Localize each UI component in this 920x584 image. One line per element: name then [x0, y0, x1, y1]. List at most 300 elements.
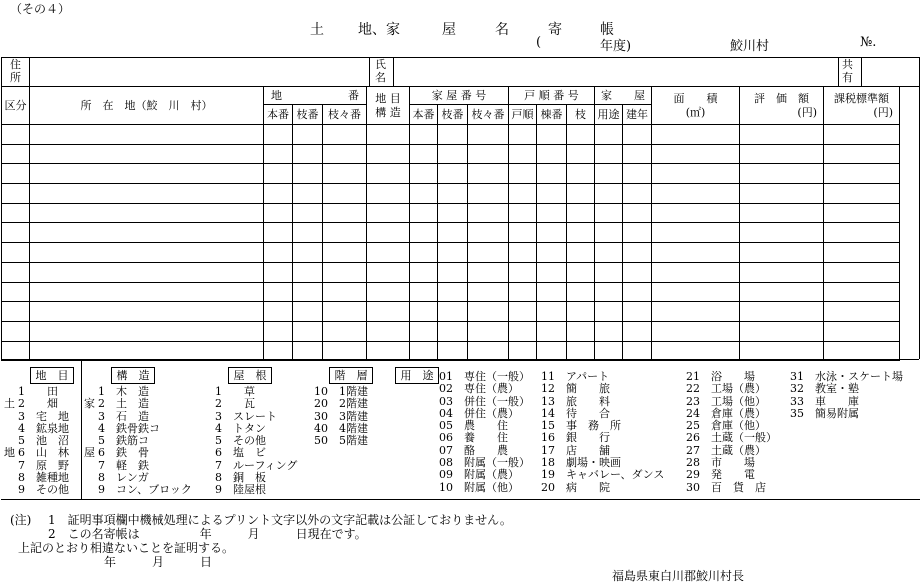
- legend-kozo-item: 5 鉄筋コ: [98, 434, 149, 448]
- table-cell[interactable]: [567, 203, 595, 223]
- table-cell[interactable]: [410, 302, 438, 322]
- legend-yoto-item: 28 市 場: [686, 456, 755, 470]
- table-cell[interactable]: [30, 125, 264, 145]
- table-cell[interactable]: [567, 144, 595, 164]
- table-cell[interactable]: [595, 125, 623, 145]
- table-cell[interactable]: [367, 184, 410, 204]
- table-cell[interactable]: [30, 223, 264, 243]
- table-cell[interactable]: [740, 262, 824, 282]
- table-cell[interactable]: [30, 144, 264, 164]
- table-cell[interactable]: [30, 164, 264, 184]
- table-cell[interactable]: [468, 243, 509, 263]
- table-cell[interactable]: [740, 243, 824, 263]
- table-cell[interactable]: [264, 282, 293, 302]
- table-cell[interactable]: [367, 302, 410, 322]
- table-cell[interactable]: [264, 125, 293, 145]
- year-open: (: [536, 35, 542, 50]
- table-cell[interactable]: [595, 223, 623, 243]
- legend-yoto-item: 24 倉庫（農）: [686, 406, 766, 420]
- village-name: 鮫川村: [730, 39, 770, 54]
- table-cell[interactable]: [740, 164, 824, 184]
- title-char-5: 寄: [548, 22, 562, 38]
- col-menseki: 面 積 (㎡): [652, 87, 740, 125]
- legend-yoto-item: 10 附属（他）: [439, 480, 519, 494]
- table-cell[interactable]: [293, 341, 323, 361]
- table-cell[interactable]: [567, 223, 595, 243]
- table-cell[interactable]: [367, 125, 410, 145]
- table-row: [2, 223, 900, 243]
- legend-kozo-item: 7 軽 鉄: [98, 458, 149, 472]
- legend-chimoku-side-1: 土: [4, 397, 15, 410]
- title-char-4: 名: [495, 22, 509, 38]
- table-cell[interactable]: [2, 282, 30, 302]
- legend-yoto-title: 用 途: [395, 367, 439, 384]
- table-cell[interactable]: [367, 243, 410, 263]
- table-cell[interactable]: [537, 164, 567, 184]
- table-cell[interactable]: [438, 164, 468, 184]
- table-cell[interactable]: [509, 282, 537, 302]
- legend-kozo-item: 3 石 造: [98, 409, 149, 423]
- table-cell[interactable]: [323, 223, 367, 243]
- table-cell[interactable]: [367, 341, 410, 361]
- table-cell[interactable]: [293, 125, 323, 145]
- table-cell[interactable]: [652, 203, 740, 223]
- table-cell[interactable]: [438, 223, 468, 243]
- table-cell[interactable]: [652, 144, 740, 164]
- table-cell[interactable]: [537, 203, 567, 223]
- table-cell[interactable]: [410, 262, 438, 282]
- table-cell[interactable]: [509, 341, 537, 361]
- table-cell[interactable]: [509, 302, 537, 322]
- legend-yoto-item: 03 併住（一般）: [439, 394, 530, 408]
- legend-chimoku-item: 7 原 野: [18, 458, 69, 472]
- table-cell[interactable]: [323, 341, 367, 361]
- table-cell[interactable]: [652, 184, 740, 204]
- table-cell[interactable]: [509, 144, 537, 164]
- table-cell[interactable]: [30, 203, 264, 223]
- legend-yoto-item: 26 土蔵（一般）: [686, 431, 777, 445]
- table-cell[interactable]: [438, 243, 468, 263]
- table-cell[interactable]: [2, 184, 30, 204]
- title-char-6: 帳: [600, 22, 614, 38]
- legend-yane-item: 5 その他: [215, 434, 266, 448]
- legend-yane-item: 1 草: [215, 385, 255, 398]
- table-cell[interactable]: [824, 321, 900, 341]
- note-label: (注): [10, 513, 32, 527]
- table-cell[interactable]: [652, 164, 740, 184]
- table-cell[interactable]: [410, 282, 438, 302]
- table-cell[interactable]: [323, 164, 367, 184]
- table-cell[interactable]: [567, 341, 595, 361]
- table-cell[interactable]: [367, 282, 410, 302]
- legend-kaiso-item: 40 4階建: [314, 421, 368, 435]
- table-cell[interactable]: [595, 203, 623, 223]
- legend-yoto-item: 18 劇場・映画: [541, 456, 621, 470]
- col-chiban-hon: 本番: [264, 105, 293, 125]
- table-cell[interactable]: [468, 321, 509, 341]
- table-cell[interactable]: [30, 341, 264, 361]
- legend-yoto-item: 27 土蔵（農）: [686, 443, 766, 457]
- table-cell[interactable]: [468, 164, 509, 184]
- legend-yoto-col1: [439, 371, 530, 494]
- table-cell[interactable]: [595, 184, 623, 204]
- title-char-2: 地、家: [358, 22, 400, 38]
- table-cell[interactable]: [323, 321, 367, 341]
- legend-kozo-item: 2 土 造: [98, 397, 149, 411]
- table-cell[interactable]: [30, 302, 264, 322]
- table-row: [2, 184, 900, 204]
- table-cell[interactable]: [740, 144, 824, 164]
- table-cell[interactable]: [410, 164, 438, 184]
- table-cell[interactable]: [537, 321, 567, 341]
- table-cell[interactable]: [2, 203, 30, 223]
- table-cell[interactable]: [824, 164, 900, 184]
- table-cell[interactable]: [652, 125, 740, 145]
- legend-yoto-col4: [790, 371, 903, 420]
- table-cell[interactable]: [740, 125, 824, 145]
- legend-kozo-list: [98, 386, 192, 497]
- table-cell[interactable]: [367, 203, 410, 223]
- table-cell[interactable]: [652, 282, 740, 302]
- table-cell[interactable]: [323, 243, 367, 263]
- table-cell[interactable]: [652, 302, 740, 322]
- table-cell[interactable]: [595, 144, 623, 164]
- table-cell[interactable]: [623, 321, 652, 341]
- table-cell[interactable]: [293, 164, 323, 184]
- table-cell[interactable]: [468, 203, 509, 223]
- table-cell[interactable]: [824, 144, 900, 164]
- register-table: [1, 86, 900, 361]
- table-cell[interactable]: [623, 282, 652, 302]
- legend-kozo-item: 8 レンガ: [98, 471, 149, 485]
- table-cell[interactable]: [367, 262, 410, 282]
- table-cell[interactable]: [623, 262, 652, 282]
- table-cell[interactable]: [367, 223, 410, 243]
- table-cell[interactable]: [468, 125, 509, 145]
- table-cell[interactable]: [264, 243, 293, 263]
- table-cell[interactable]: [740, 282, 824, 302]
- table-cell[interactable]: [623, 223, 652, 243]
- table-cell[interactable]: [652, 243, 740, 263]
- table-cell[interactable]: [410, 321, 438, 341]
- col-kojun-eda: 枝: [567, 105, 595, 125]
- legend-yoto-item: 23 工場（他）: [686, 394, 766, 408]
- table-cell[interactable]: [652, 321, 740, 341]
- table-cell[interactable]: [410, 125, 438, 145]
- table-cell[interactable]: [537, 125, 567, 145]
- table-cell[interactable]: [468, 223, 509, 243]
- legend-yoto-item: 31 水泳・スケート場: [790, 370, 903, 383]
- table-cell[interactable]: [438, 262, 468, 282]
- col-kojun-bango: 戸 順 番 号: [509, 87, 595, 105]
- table-cell[interactable]: [293, 262, 323, 282]
- legend-kozo-item: 1 木 造: [98, 385, 149, 398]
- table-cell[interactable]: [323, 262, 367, 282]
- table-cell[interactable]: [367, 321, 410, 341]
- table-cell[interactable]: [509, 262, 537, 282]
- legend-yoto-item: 14 待 合: [541, 406, 610, 420]
- table-cell[interactable]: [595, 282, 623, 302]
- table-cell[interactable]: [293, 203, 323, 223]
- table-cell[interactable]: [824, 341, 900, 361]
- table-cell[interactable]: [293, 144, 323, 164]
- table-cell[interactable]: [824, 125, 900, 145]
- legend-yoto-item: 29 発 電: [686, 468, 755, 482]
- table-cell[interactable]: [438, 144, 468, 164]
- title-char-3: 屋: [442, 22, 456, 38]
- col-kaoku: 家 屋: [595, 87, 652, 105]
- table-cell[interactable]: [468, 282, 509, 302]
- legend-chimoku-item: 1 田: [18, 385, 58, 398]
- table-cell[interactable]: [537, 243, 567, 263]
- table-cell[interactable]: [323, 282, 367, 302]
- table-cell[interactable]: [367, 144, 410, 164]
- table-cell[interactable]: [740, 321, 824, 341]
- table-cell[interactable]: [410, 341, 438, 361]
- legend-kaiso-list: [314, 386, 368, 447]
- table-cell[interactable]: [30, 282, 264, 302]
- col-kaoku-edaeda: 枝々番: [468, 105, 509, 125]
- table-cell[interactable]: [293, 321, 323, 341]
- table-row: [2, 341, 900, 361]
- table-cell[interactable]: [293, 184, 323, 204]
- table-cell[interactable]: [652, 341, 740, 361]
- col-kojun: 戸順: [509, 105, 537, 125]
- col-kazei: 課税標準額 (円): [824, 87, 900, 125]
- legend-yane-title: 屋 根: [228, 367, 272, 384]
- table-cell[interactable]: [595, 341, 623, 361]
- table-cell[interactable]: [367, 164, 410, 184]
- col-kaoku-bango: 家 屋 番 号: [410, 87, 509, 105]
- legend-chimoku-item: 5 池 沼: [18, 434, 69, 448]
- issuer: 福島県東白川郡鮫川村長: [612, 569, 745, 583]
- table-cell[interactable]: [567, 164, 595, 184]
- table-cell[interactable]: [30, 243, 264, 263]
- table-cell[interactable]: [824, 243, 900, 263]
- table-cell[interactable]: [410, 223, 438, 243]
- table-cell[interactable]: [824, 302, 900, 322]
- legend-kaiso-item: 20 2階建: [314, 397, 368, 411]
- table-cell[interactable]: [595, 262, 623, 282]
- table-cell[interactable]: [537, 184, 567, 204]
- table-cell[interactable]: [623, 144, 652, 164]
- table-cell[interactable]: [264, 184, 293, 204]
- table-cell[interactable]: [567, 262, 595, 282]
- table-row: [2, 302, 900, 322]
- table-cell[interactable]: [740, 223, 824, 243]
- legend-chimoku-item: 9 その他: [18, 483, 69, 497]
- table-cell[interactable]: [623, 243, 652, 263]
- legend-chimoku-side-2: 地: [4, 446, 15, 459]
- legend-kozo-side-2: 屋: [84, 446, 95, 459]
- table-cell[interactable]: [567, 184, 595, 204]
- table-cell[interactable]: [623, 302, 652, 322]
- legend-chimoku-list: [18, 386, 69, 497]
- table-cell[interactable]: [438, 341, 468, 361]
- table-cell[interactable]: [509, 184, 537, 204]
- table-cell[interactable]: [2, 321, 30, 341]
- table-cell[interactable]: [264, 321, 293, 341]
- table-cell[interactable]: [438, 184, 468, 204]
- table-cell[interactable]: [537, 144, 567, 164]
- table-cell[interactable]: [30, 184, 264, 204]
- table-cell[interactable]: [623, 203, 652, 223]
- legend-yane-item: 7 ルーフィング: [215, 458, 298, 472]
- table-cell[interactable]: [2, 164, 30, 184]
- certify-text: 上記のとおり相違ないことを証明する。: [18, 541, 235, 555]
- table-cell[interactable]: [652, 262, 740, 282]
- title-char-1: 土: [310, 22, 324, 38]
- table-cell[interactable]: [509, 125, 537, 145]
- table-cell[interactable]: [740, 302, 824, 322]
- table-cell[interactable]: [2, 341, 30, 361]
- table-cell[interactable]: [595, 302, 623, 322]
- table-cell[interactable]: [323, 144, 367, 164]
- table-cell[interactable]: [468, 302, 509, 322]
- address-label: 住 所: [10, 58, 21, 84]
- table-cell[interactable]: [740, 184, 824, 204]
- year-close: 年度): [600, 39, 632, 54]
- legend-yane-item: 6 塩 ビ: [215, 446, 266, 460]
- table-cell[interactable]: [537, 282, 567, 302]
- table-cell[interactable]: [410, 144, 438, 164]
- table-cell[interactable]: [595, 321, 623, 341]
- table-cell[interactable]: [824, 282, 900, 302]
- legend-kaiso-item: 50 5階建: [314, 434, 368, 448]
- legend-chimoku-title: 地 目: [30, 367, 74, 384]
- table-cell[interactable]: [293, 223, 323, 243]
- table-cell[interactable]: [824, 262, 900, 282]
- legend-yoto-item: 11 アパート: [541, 370, 610, 383]
- legend-yoto-item: 02 専住（農）: [439, 382, 519, 396]
- table-cell[interactable]: [410, 203, 438, 223]
- table-cell[interactable]: [509, 321, 537, 341]
- legend-yoto-item: 05 農 住: [439, 419, 508, 433]
- table-cell[interactable]: [567, 321, 595, 341]
- table-cell[interactable]: [824, 223, 900, 243]
- table-cell[interactable]: [623, 125, 652, 145]
- legend-kaiso-title: 階 層: [329, 367, 373, 384]
- legend-yoto-item: 12 簡 旅: [541, 382, 610, 396]
- legend-yoto-item: 35 簡易附属: [790, 406, 859, 420]
- table-row: [2, 164, 900, 184]
- table-cell[interactable]: [2, 144, 30, 164]
- legend-kozo-side-1: 家: [84, 397, 95, 410]
- table-cell[interactable]: [2, 262, 30, 282]
- table-cell[interactable]: [623, 164, 652, 184]
- table-cell[interactable]: [438, 203, 468, 223]
- table-cell[interactable]: [509, 243, 537, 263]
- table-cell[interactable]: [264, 203, 293, 223]
- table-cell[interactable]: [537, 223, 567, 243]
- table-cell[interactable]: [824, 203, 900, 223]
- table-cell[interactable]: [468, 341, 509, 361]
- table-cell[interactable]: [537, 341, 567, 361]
- table-cell[interactable]: [595, 164, 623, 184]
- table-cell[interactable]: [323, 184, 367, 204]
- table-cell[interactable]: [567, 243, 595, 263]
- table-cell[interactable]: [264, 262, 293, 282]
- col-chimoku: 地 目 構 造: [367, 87, 410, 125]
- table-cell[interactable]: [2, 243, 30, 263]
- table-cell[interactable]: [509, 223, 537, 243]
- table-cell[interactable]: [293, 243, 323, 263]
- legend-chimoku-item: 8 雑種地: [18, 471, 69, 485]
- table-cell[interactable]: [2, 302, 30, 322]
- table-cell[interactable]: [2, 223, 30, 243]
- table-cell[interactable]: [623, 184, 652, 204]
- table-cell[interactable]: [323, 203, 367, 223]
- table-cell[interactable]: [264, 302, 293, 322]
- table-cell[interactable]: [323, 125, 367, 145]
- table-cell[interactable]: [468, 144, 509, 164]
- table-cell[interactable]: [410, 243, 438, 263]
- table-row: [2, 262, 900, 282]
- table-cell[interactable]: [30, 321, 264, 341]
- legend-yoto-item: 20 病 院: [541, 480, 610, 494]
- number-label: №.: [860, 35, 877, 50]
- table-cell[interactable]: [438, 282, 468, 302]
- table-cell[interactable]: [509, 164, 537, 184]
- table-cell[interactable]: [623, 341, 652, 361]
- legend-yoto-item: 13 旅 料: [541, 394, 610, 408]
- table-cell[interactable]: [438, 302, 468, 322]
- legend-yoto-item: 32 教室・塾: [790, 382, 859, 396]
- table-cell[interactable]: [30, 262, 264, 282]
- table-cell[interactable]: [264, 223, 293, 243]
- table-cell[interactable]: [2, 125, 30, 145]
- legend-kozo-item: 6 鉄 骨: [98, 446, 149, 460]
- table-cell[interactable]: [410, 184, 438, 204]
- table-cell[interactable]: [264, 144, 293, 164]
- table-cell[interactable]: [438, 125, 468, 145]
- table-cell[interactable]: [264, 341, 293, 361]
- certify-date: 年 月 日: [104, 555, 213, 569]
- table-row: [2, 125, 900, 145]
- legend-yane-item: 3 スレート: [215, 409, 277, 423]
- table-cell[interactable]: [438, 321, 468, 341]
- table-cell[interactable]: [293, 302, 323, 322]
- table-cell[interactable]: [824, 184, 900, 204]
- table-cell[interactable]: [468, 184, 509, 204]
- table-cell[interactable]: [468, 262, 509, 282]
- legend-yoto-item: 06 養 住: [439, 431, 508, 445]
- table-cell[interactable]: [509, 203, 537, 223]
- table-cell[interactable]: [652, 223, 740, 243]
- table-cell[interactable]: [293, 282, 323, 302]
- col-kaoku-hon: 本番: [410, 105, 438, 125]
- table-row: [2, 243, 900, 263]
- table-cell[interactable]: [595, 243, 623, 263]
- legend-yane-item: 2 瓦: [215, 397, 255, 411]
- legend-chimoku-item: 2 畑: [18, 397, 58, 411]
- table-cell[interactable]: [567, 302, 595, 322]
- legend-yane-item: 4 トタン: [215, 421, 266, 435]
- legend-kozo-item: 4 鉄骨鉄コ: [98, 421, 160, 435]
- table-cell[interactable]: [537, 262, 567, 282]
- legend-yoto-item: 30 百 貨 店: [686, 480, 766, 494]
- table-cell[interactable]: [567, 125, 595, 145]
- table-cell[interactable]: [264, 164, 293, 184]
- table-cell[interactable]: [740, 341, 824, 361]
- legend-kozo-item: 9 コン、ブロック: [98, 483, 192, 497]
- table-cell[interactable]: [537, 302, 567, 322]
- table-cell[interactable]: [567, 282, 595, 302]
- table-cell[interactable]: [323, 302, 367, 322]
- table-cell[interactable]: [740, 203, 824, 223]
- legend-yane-item: 8 銅 板: [215, 471, 266, 485]
- form-number: （その４）: [10, 2, 71, 16]
